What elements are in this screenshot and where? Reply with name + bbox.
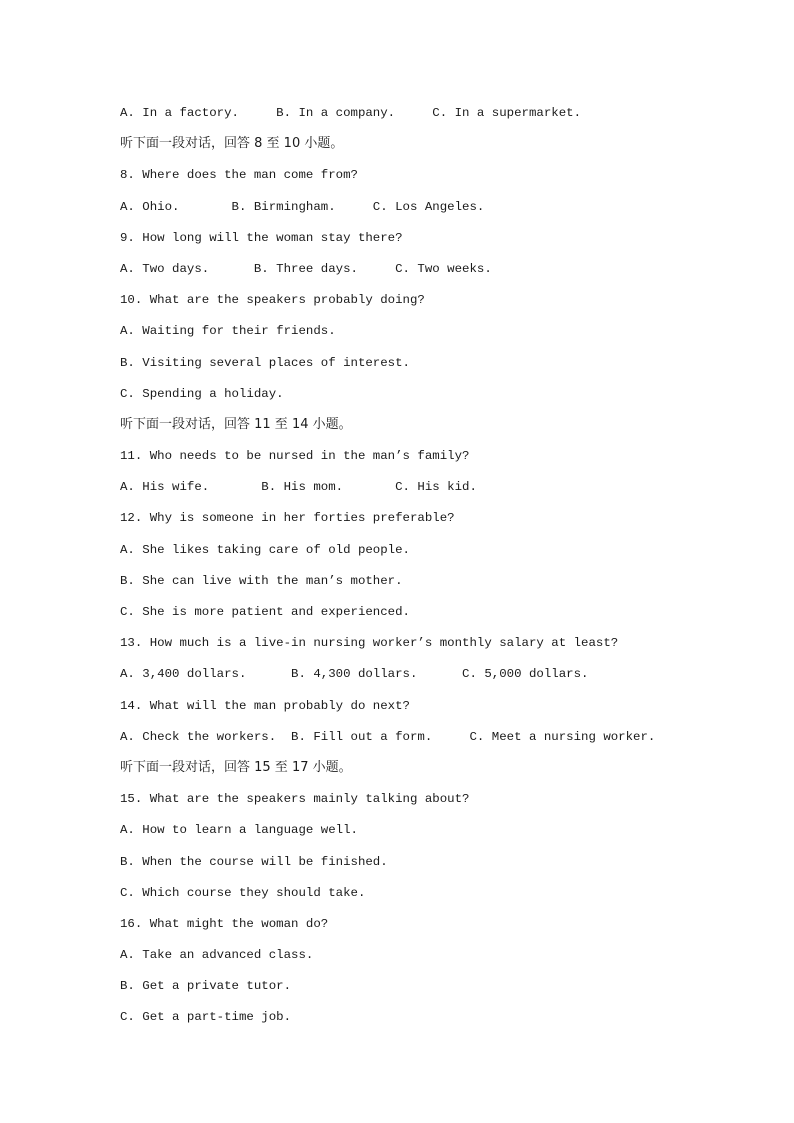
- question-8: 8. Where does the man come from?: [120, 168, 358, 183]
- question-16: 16. What might the woman do?: [120, 916, 329, 931]
- question-13: 13. How much is a live-in nursing worker’s monthly salary at least?: [120, 636, 619, 651]
- option-16c: C. Get a part-time job.: [120, 1010, 292, 1025]
- question-12: 12. Why is someone in her forties preferable?: [120, 511, 455, 526]
- question-9: 9. How long will the woman stay there?: [120, 230, 403, 245]
- option-15c: C. Which course they should take.: [120, 885, 366, 900]
- option-16b: B. Get a private tutor.: [120, 979, 292, 994]
- question-11: 11. Who needs to be nursed in the man’s family?: [120, 449, 470, 464]
- option-15a: A. How to learn a language well.: [120, 823, 358, 838]
- option-16a: A. Take an advanced class.: [120, 948, 314, 963]
- section-instruction: 听下面一段对话，回答 15 至 17 小题。: [120, 759, 352, 775]
- option-line: A. In a factory. B. In a company. C. In a supermarket.: [120, 106, 582, 120]
- question-15: 15. What are the speakers mainly talking about?: [120, 792, 470, 807]
- page-content: [120, 102, 740, 1038]
- option-15b: B. When the course will be finished.: [120, 854, 388, 869]
- option-12b: B. She can live with the man’s mother.: [120, 573, 403, 588]
- option-10a: A. Waiting for their friends.: [120, 324, 336, 339]
- options-13: A. 3,400 dollars. B. 4,300 dollars. C. 5,000 dollars.: [120, 667, 589, 682]
- question-14: 14. What will the man probably do next?: [120, 698, 410, 713]
- section-instruction: 听下面一段对话，回答 8 至 10 小题。: [120, 136, 344, 152]
- option-10b: B. Visiting several places of interest.: [120, 355, 410, 370]
- option-10c: C. Spending a holiday.: [120, 386, 284, 401]
- options-9: A. Two days. B. Three days. C. Two weeks.: [120, 261, 492, 276]
- options-14: A. Check the workers. B. Fill out a form. C. Meet a nursing worker.: [120, 729, 656, 744]
- options-8: A. Ohio. B. Birmingham. C. Los Angeles.: [120, 199, 485, 214]
- section-instruction: 听下面一段对话，回答 11 至 14 小题。: [120, 416, 352, 432]
- option-12c: C. She is more patient and experienced.: [120, 605, 410, 619]
- question-10: 10. What are the speakers probably doing?: [120, 293, 425, 308]
- options-11: A. His wife. B. His mom. C. His kid.: [120, 480, 477, 495]
- option-12a: A. She likes taking care of old people.: [120, 542, 410, 557]
